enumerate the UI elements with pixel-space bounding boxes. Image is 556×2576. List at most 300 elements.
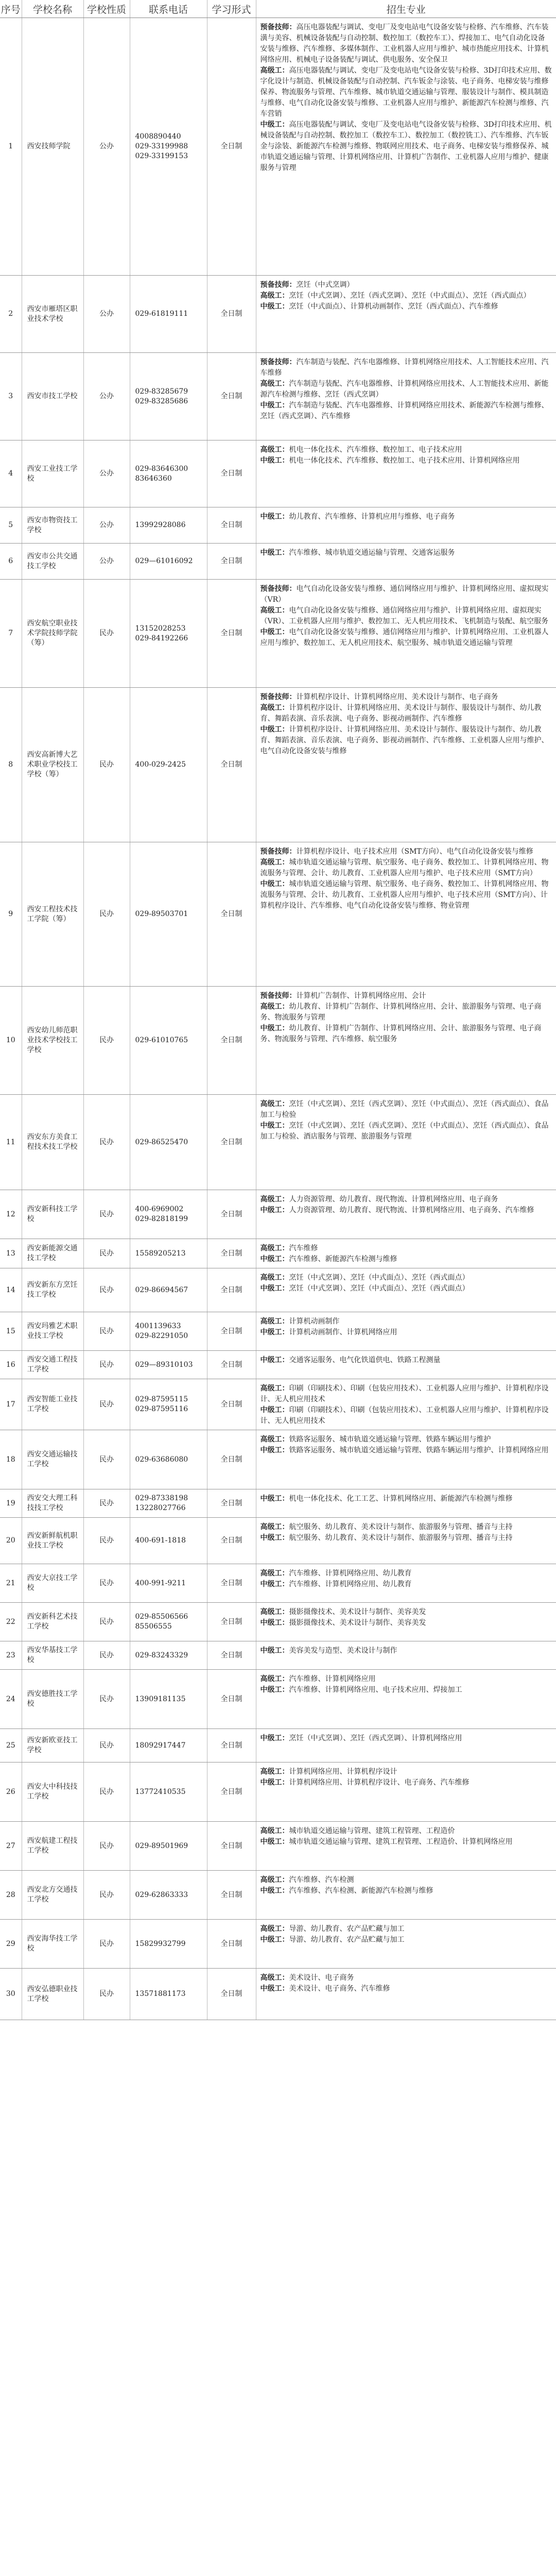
major-list-text: 摄影摄像技术、美术设计与制作、美容美发 [289, 1619, 426, 1627]
school-nature: 民办 [83, 842, 130, 987]
major-level-line [260, 1826, 552, 1837]
contact-phone [130, 1430, 207, 1489]
major-level-label: 中级工： [260, 1534, 289, 1542]
major-level-line [260, 280, 552, 291]
majors-cell [256, 1312, 556, 1351]
majors-cell [256, 18, 556, 276]
school-nature: 公办 [83, 507, 130, 544]
major-level-label: 中级工： [260, 1580, 289, 1588]
phone-number: 029-63686080 [135, 1455, 188, 1464]
majors-cell [256, 1670, 556, 1729]
major-level-line [260, 1327, 552, 1338]
table-row [0, 507, 556, 544]
school-name: 西安华基技工学校 [22, 1641, 83, 1670]
major-list-text: 计算机程序设计、计算机网络应用、美术设计与制作、电子商务 [296, 693, 498, 701]
row-seq: 29 [0, 1920, 22, 1969]
major-list-text: 计算机程序设计、电子技术应用（SMT方向）、电气自动化设备安装与维修 [296, 848, 533, 856]
table-row [0, 1564, 556, 1603]
major-list-text: 人力资源管理、幼儿教育、现代物流、计算机网络应用、电子商务 [289, 1195, 498, 1204]
major-level-label: 中级工： [260, 1206, 289, 1214]
major-list-text: 汽车维修、计算机网络应用、幼儿教育 [289, 1580, 412, 1588]
major-level-line [260, 1533, 552, 1544]
major-list-text: 烹饪（中式烹调）、烹饪（西式烹调）、计算机网络应用 [289, 1734, 462, 1742]
majors-cell [256, 1430, 556, 1489]
majors-cell [256, 1871, 556, 1920]
school-name: 西安海华技工学校 [22, 1920, 83, 1969]
row-seq: 14 [0, 1268, 22, 1312]
contact-phone [130, 842, 207, 987]
majors-cell [256, 842, 556, 987]
major-level-line [260, 1121, 552, 1142]
major-level-line [260, 120, 552, 174]
major-level-line [260, 379, 552, 400]
major-list-text: 烹饪（中式烹调） [296, 281, 354, 289]
major-level-label: 高级工： [260, 1435, 289, 1444]
table-row [0, 276, 556, 353]
phone-number: 029-82818199 [135, 1215, 188, 1223]
study-form: 全日制 [207, 440, 256, 507]
study-form: 全日制 [207, 1969, 256, 2020]
phone-number: 029-62863333 [135, 1890, 188, 1899]
major-level-label: 高级工： [260, 1876, 289, 1884]
row-seq: 24 [0, 1670, 22, 1729]
major-level-label: 中级工： [260, 1122, 289, 1130]
major-list-text: 城市轨道交通运输与管理、航空服务、电子商务、数控加工、计算机网络应用、物流服务与管理、会计、幼儿教育、工业机器人应用与维护、电子技术应用（SMT方向） [260, 858, 549, 877]
school-name: 西安高新博大艺术职业学校技工学校（筹） [22, 688, 83, 842]
school-nature: 民办 [83, 688, 130, 842]
study-form: 全日制 [207, 1564, 256, 1603]
school-name: 西安交通工程技工学校 [22, 1351, 83, 1379]
school-nature: 民办 [83, 1969, 130, 2020]
study-form: 全日制 [207, 1351, 256, 1379]
major-list-text: 汽车维修、计算机网络应用、电子技术应用、焊接加工 [289, 1686, 462, 1694]
study-form: 全日制 [207, 544, 256, 580]
table-row [0, 1969, 556, 2020]
phone-number: 029-83285679 [135, 387, 188, 396]
major-list-text: 交通客运服务、电气化铁道供电、铁路工程测量 [289, 1356, 441, 1364]
major-level-label: 高级工： [260, 380, 289, 388]
major-level-label: 中级工： [260, 1328, 289, 1336]
major-level-line [260, 879, 552, 911]
school-name: 西安工程技术技工学院（筹） [22, 842, 83, 987]
study-form: 全日制 [207, 1190, 256, 1239]
major-list-text: 铁路客运服务、城市轨道交通运输与管理、铁路车辆运用与维护 [289, 1435, 491, 1444]
study-form: 全日制 [207, 1920, 256, 1969]
majors-cell [256, 1379, 556, 1430]
majors-cell [256, 987, 556, 1095]
school-name: 西安市物资技工学校 [22, 507, 83, 544]
major-level-label: 预备技师： [260, 585, 297, 593]
major-level-label: 中级工： [260, 1936, 289, 1944]
header-school-nature: 学校性质 [83, 0, 130, 18]
phone-number: 029—61016092 [135, 557, 193, 566]
contact-phone [130, 1312, 207, 1351]
table-header [0, 0, 556, 18]
major-level-line [260, 1886, 552, 1896]
study-form: 全日制 [207, 1268, 256, 1312]
contact-phone [130, 1564, 207, 1603]
major-list-text: 计算机广告制作、计算机网络应用、会计 [296, 992, 426, 1000]
school-name: 西安新东方烹饪技工学校 [22, 1268, 83, 1312]
row-seq: 8 [0, 688, 22, 842]
school-nature: 民办 [83, 1312, 130, 1351]
major-level-line [260, 1685, 552, 1696]
major-list-text: 铁路客运服务、城市轨道交通运输与管理、铁路车辆运用与维护、计算机网络应用 [289, 1446, 549, 1454]
major-list-text: 航空服务、幼儿教育、美术设计与制作、旅游服务与管理、播音与主持 [289, 1523, 513, 1531]
major-list-text: 汽车维修、新能源汽车检测与维修 [289, 1255, 397, 1263]
major-level-line [260, 1924, 552, 1935]
contact-phone [130, 353, 207, 440]
major-list-text: 导游、幼儿教育、农产品贮藏与加工 [289, 1925, 405, 1933]
major-list-text: 电气自动化设备安装与维修、通信网络应用与维护、计算机网络应用、虚拟现实（VR）、工业机器人应用与维护、数控加工、无人机应用技术、飞机制造与装配、航空服务 [260, 606, 549, 625]
majors-cell [256, 440, 556, 507]
major-level-line [260, 1205, 552, 1216]
school-nature: 民办 [83, 1920, 130, 1969]
major-level-line [260, 605, 552, 627]
major-level-line [260, 846, 552, 857]
contact-phone [130, 1190, 207, 1239]
major-level-line [260, 357, 552, 379]
phone-number: 029-61010765 [135, 1036, 188, 1045]
school-nature: 民办 [83, 580, 130, 688]
major-level-label: 高级工： [260, 1244, 289, 1252]
major-list-text: 机电一体化技术、汽车维修、数控加工、电子技术应用、计算机网络应用 [289, 456, 520, 465]
school-nature: 民办 [83, 1518, 130, 1564]
table-row [0, 1518, 556, 1564]
phone-number: 029-89501969 [135, 1841, 188, 1850]
school-nature: 公办 [83, 18, 130, 276]
phone-number: 400-691-1818 [135, 1536, 186, 1545]
study-form: 全日制 [207, 1518, 256, 1564]
major-list-text: 人力资源管理、幼儿教育、现代物流、计算机网络应用、电子商务、汽车维修 [289, 1206, 534, 1214]
major-level-label: 高级工： [260, 1827, 289, 1835]
major-level-line [260, 1273, 552, 1283]
school-nature: 公办 [83, 440, 130, 507]
phone-number: 029-87338198 [135, 1494, 188, 1503]
study-form: 全日制 [207, 1603, 256, 1641]
major-level-line [260, 1607, 552, 1618]
row-seq: 17 [0, 1379, 22, 1430]
phone-number: 029-89503701 [135, 910, 188, 919]
major-level-label: 中级工： [260, 1495, 289, 1503]
phone-number: 13992928086 [135, 521, 186, 530]
school-name: 西安东方美食工程技术技工学校 [22, 1095, 83, 1190]
study-form: 全日制 [207, 842, 256, 987]
major-level-label: 高级工： [260, 1675, 289, 1683]
contact-phone [130, 507, 207, 544]
study-form: 全日制 [207, 18, 256, 276]
major-list-text: 汽车维修、计算机网络应用 [289, 1675, 376, 1683]
major-level-line [260, 1984, 552, 1994]
majors-cell [256, 1518, 556, 1564]
major-list-text: 汽车制造与装配、汽车电器维修、计算机网络应用技术、人工智能技术应用、汽车维修 [260, 358, 549, 377]
majors-cell [256, 1729, 556, 1762]
school-name: 西安交通运输技工学校 [22, 1430, 83, 1489]
school-name: 西安新科技工学校 [22, 1190, 83, 1239]
major-list-text: 汽车制造与装配、汽车电器维修、计算机网络应用技术、人工智能技术应用、新能源汽车检测与维修、烹饪（西式烹调） [260, 380, 549, 399]
school-nature: 民办 [83, 1822, 130, 1871]
school-name: 西安航空职业技术学院技师学院（筹） [22, 580, 83, 688]
major-level-line [260, 991, 552, 1002]
major-level-line [260, 1837, 552, 1848]
contact-phone [130, 1822, 207, 1871]
table-row [0, 1268, 556, 1312]
major-level-line [260, 291, 552, 301]
study-form: 全日制 [207, 580, 256, 688]
table-row [0, 1871, 556, 1920]
school-nature: 民办 [83, 1603, 130, 1641]
major-level-line [260, 1674, 552, 1685]
table-row [0, 688, 556, 842]
contact-phone [130, 1920, 207, 1969]
majors-cell [256, 1095, 556, 1190]
major-list-text: 计算机动画制作 [289, 1317, 340, 1326]
major-list-text: 汽车维修 [289, 1244, 318, 1252]
major-list-text: 烹饪（中式烹调）、烹饪（中式面点）、烹饪（西式面点） [289, 1274, 470, 1282]
majors-cell [256, 580, 556, 688]
major-level-line [260, 1002, 552, 1023]
phone-number: 029-83646300 [135, 464, 188, 473]
school-nature: 民办 [83, 1095, 130, 1190]
major-level-label: 中级工： [260, 1778, 289, 1787]
major-level-label: 中级工： [260, 1284, 289, 1293]
study-form: 全日制 [207, 1729, 256, 1762]
header-school-name: 学校名称 [22, 0, 83, 18]
row-seq: 22 [0, 1603, 22, 1641]
majors-cell [256, 507, 556, 544]
phone-number: 83646360 [135, 474, 172, 483]
major-list-text: 计算机程序设计、计算机网络应用、美术设计与制作、服装设计与制作、幼儿教育、舞蹈表演、音乐表演、电子商务、影视动画制作、汽车维修 [260, 704, 542, 723]
row-seq: 5 [0, 507, 22, 544]
row-seq: 23 [0, 1641, 22, 1670]
row-seq: 13 [0, 1239, 22, 1268]
major-level-label: 中级工： [260, 880, 289, 888]
major-level-line [260, 1405, 552, 1427]
major-level-line [260, 1434, 552, 1445]
contact-phone [130, 1871, 207, 1920]
phone-number: 13909181135 [135, 1694, 186, 1703]
phone-number: 13228027766 [135, 1504, 186, 1512]
major-level-label: 预备技师： [260, 358, 297, 366]
contact-phone [130, 1268, 207, 1312]
major-list-text: 美容美发与造型、美术设计与制作 [289, 1647, 397, 1655]
study-form: 全日制 [207, 1379, 256, 1430]
major-list-text: 汽车维修、计算机网络应用、幼儿教育 [289, 1569, 412, 1578]
major-level-line [260, 584, 552, 605]
major-list-text: 高压电器装配与调试、变电厂及变电站电气设备安装与检修、3D打印技术应用、机械设备装配与自动控制、数控加工（数控车工）、数控加工（数控铣工）、汽车维修、汽车钣金与涂装、新能源汽车检测与维修、物联网应用技术、电子商务、电梯安装与维修保养、城市轨道交通运输与管理、计算机网络应用、计算机广告制作、工业机器人应用与维护、健康服务与管理 [260, 121, 552, 172]
major-level-line [260, 65, 552, 120]
majors-cell [256, 1564, 556, 1603]
major-level-line [260, 400, 552, 422]
study-form: 全日制 [207, 1641, 256, 1670]
phone-number: 029-83285686 [135, 397, 188, 405]
contact-phone [130, 1729, 207, 1762]
majors-cell [256, 1489, 556, 1518]
majors-cell [256, 1969, 556, 2020]
major-list-text: 美术设计、电子商务、汽车维修 [289, 1985, 390, 1993]
contact-phone [130, 1603, 207, 1641]
major-level-label: 高级工： [260, 66, 289, 75]
contact-phone [130, 1969, 207, 2020]
major-list-text: 航空服务、幼儿教育、美术设计与制作、旅游服务与管理、播音与主持 [289, 1534, 513, 1542]
row-seq: 2 [0, 276, 22, 353]
major-list-text: 烹饪（中式烹调）、烹饪（西式烹调）、烹饪（中式面点）、烹饪（西式面点） [289, 292, 531, 300]
major-level-label: 高级工： [260, 858, 289, 867]
major-level-line [260, 1579, 552, 1590]
major-level-label: 中级工： [260, 1838, 289, 1846]
majors-cell [256, 1239, 556, 1268]
majors-cell [256, 1920, 556, 1969]
major-list-text: 汽车维修、汽车检测 [289, 1876, 354, 1884]
study-form: 全日制 [207, 276, 256, 353]
major-level-label: 中级工： [260, 1446, 289, 1454]
major-level-line [260, 1568, 552, 1579]
major-level-label: 高级工： [260, 1523, 289, 1531]
row-seq: 15 [0, 1312, 22, 1351]
phone-number: 029-33199988 [135, 142, 188, 151]
phone-number: 029-87595116 [135, 1405, 188, 1413]
major-level-label: 中级工： [260, 1734, 289, 1742]
school-nature: 公办 [83, 353, 130, 440]
table-row [0, 1312, 556, 1351]
major-level-label: 预备技师： [260, 281, 297, 289]
majors-cell [256, 1190, 556, 1239]
major-level-label: 中级工： [260, 628, 289, 636]
study-form: 全日制 [207, 688, 256, 842]
majors-cell [256, 1822, 556, 1871]
major-level-line [260, 1383, 552, 1405]
major-level-line [260, 1254, 552, 1265]
majors-cell [256, 544, 556, 580]
major-level-line [260, 703, 552, 724]
major-list-text: 烹饪（中式烹调）、烹饪（西式烹调）、烹饪（中式面点）、烹饪（西式面点）、食品加工与检验 [260, 1100, 549, 1119]
table-row [0, 1379, 556, 1430]
phone-number: 029-86525470 [135, 1138, 188, 1146]
major-list-text: 计算机动画制作、计算机网络应用 [289, 1328, 397, 1336]
row-seq: 10 [0, 987, 22, 1095]
major-level-line [260, 1243, 552, 1254]
major-level-label: 高级工： [260, 1768, 289, 1776]
major-level-label: 中级工： [260, 302, 289, 311]
major-list-text: 高压电器装配与调试、变电厂及变电站电气设备安装与检修、汽车维修、汽车装潢与美容、机械设备装配与自动控制、数控加工（数控车工）、焊接加工、电气自动化设备安装与维修、汽车维修、多媒体制作、工业机器人应用与维护、城市热能应用技术、计算机网络应用、机械电子设备装配与调试、供电服务、安全保卫 [260, 23, 549, 64]
school-name: 西安幼儿师范职业技术学校技工学校 [22, 987, 83, 1095]
row-seq: 26 [0, 1762, 22, 1822]
contact-phone [130, 18, 207, 276]
major-level-label: 高级工： [260, 1100, 289, 1108]
phone-number: 029—89310103 [135, 1360, 193, 1369]
phone-number: 029-33199153 [135, 151, 188, 160]
majors-cell [256, 1268, 556, 1312]
phone-number: 13571881173 [135, 1990, 186, 1998]
major-level-line [260, 445, 552, 455]
row-seq: 19 [0, 1489, 22, 1518]
major-list-text: 城市轨道交通运输与管理、航空服务、电子商务、数控加工、计算机网络应用、物流服务与管理、会计、幼儿教育、工业机器人应用与维护、电子技术应用（SMT方向）、计算机程序设计、汽车维修、电气自动化设备安装与维修、物业管理 [260, 880, 549, 910]
table-row [0, 18, 556, 276]
school-name: 西安大京技工学校 [22, 1564, 83, 1603]
major-level-label: 中级工： [260, 725, 289, 734]
major-level-label: 高级工： [260, 1195, 289, 1204]
school-name: 西安市技工学校 [22, 353, 83, 440]
school-nature: 民办 [83, 1351, 130, 1379]
majors-cell [256, 1762, 556, 1822]
major-list-text: 美术设计、电子商务 [289, 1974, 354, 1982]
major-level-label: 高级工： [260, 292, 289, 300]
table-body [0, 18, 556, 2020]
phone-number: 029-86694567 [135, 1285, 188, 1294]
row-seq: 11 [0, 1095, 22, 1190]
major-level-line [260, 857, 552, 879]
row-seq: 30 [0, 1969, 22, 2020]
major-level-label: 中级工： [260, 513, 289, 521]
major-list-text: 印刷（印刷技术）、印刷（包装应用技术）、工业机器人应用与维护、计算机程序设计、无人机应用技术 [260, 1406, 549, 1425]
table-row [0, 440, 556, 507]
major-level-label: 中级工： [260, 1887, 289, 1895]
major-list-text: 计算机网络应用、计算机程序设计 [289, 1768, 397, 1776]
study-form: 全日制 [207, 1489, 256, 1518]
contact-phone [130, 1379, 207, 1430]
phone-number: 029-61819111 [135, 310, 188, 318]
table-row [0, 544, 556, 580]
row-seq: 21 [0, 1564, 22, 1603]
table-row [0, 1822, 556, 1871]
contact-phone [130, 1351, 207, 1379]
major-level-label: 中级工： [260, 1686, 289, 1694]
major-level-line [260, 1733, 552, 1744]
school-nature: 民办 [83, 987, 130, 1095]
contact-phone [130, 1641, 207, 1670]
phone-number: 029-84192266 [135, 634, 188, 642]
major-list-text: 汽车维修、汽车检测、新能源汽车检测与维修 [289, 1887, 433, 1895]
row-seq: 7 [0, 580, 22, 688]
major-level-line [260, 1283, 552, 1294]
school-name: 西安技师学院 [22, 18, 83, 276]
school-nature: 民办 [83, 1729, 130, 1762]
phone-number: 029-82291050 [135, 1332, 188, 1340]
major-level-line [260, 512, 552, 522]
major-list-text: 烹饪（中式面点）、计算机动画制作、烹饪（西式面点）、汽车维修 [289, 302, 498, 311]
school-name: 西安新能源交通技工学校 [22, 1239, 83, 1268]
study-form: 全日制 [207, 1871, 256, 1920]
school-name: 西安市雁塔区职业技术学校 [22, 276, 83, 353]
row-seq: 6 [0, 544, 22, 580]
school-name: 西安大中科技技工学校 [22, 1762, 83, 1822]
major-list-text: 计算机网络应用、计算机程序设计、电子商务、汽车维修 [289, 1778, 470, 1787]
table-row [0, 1729, 556, 1762]
row-seq: 4 [0, 440, 22, 507]
table-row [0, 1920, 556, 1969]
majors-cell [256, 1603, 556, 1641]
major-level-line [260, 1522, 552, 1533]
school-nature: 民办 [83, 1670, 130, 1729]
header-majors: 招生专业 [256, 0, 556, 18]
row-seq: 12 [0, 1190, 22, 1239]
row-seq: 18 [0, 1430, 22, 1489]
row-seq: 16 [0, 1351, 22, 1379]
school-nature: 民办 [83, 1489, 130, 1518]
phone-number: 400-6969002 [135, 1205, 184, 1214]
table-row [0, 1351, 556, 1379]
school-name: 西安智能工业技工学校 [22, 1379, 83, 1430]
major-level-label: 高级工： [260, 704, 289, 712]
school-name: 西安玛雅艺术职业技工学校 [22, 1312, 83, 1351]
phone-number: 029-87595115 [135, 1395, 188, 1404]
school-name: 西安交大理工科技技工学校 [22, 1489, 83, 1518]
major-level-label: 高级工： [260, 1317, 289, 1326]
school-nature: 民办 [83, 1641, 130, 1670]
study-form: 全日制 [207, 507, 256, 544]
phone-number: 15829932799 [135, 1939, 186, 1948]
major-level-label: 高级工： [260, 1925, 289, 1933]
